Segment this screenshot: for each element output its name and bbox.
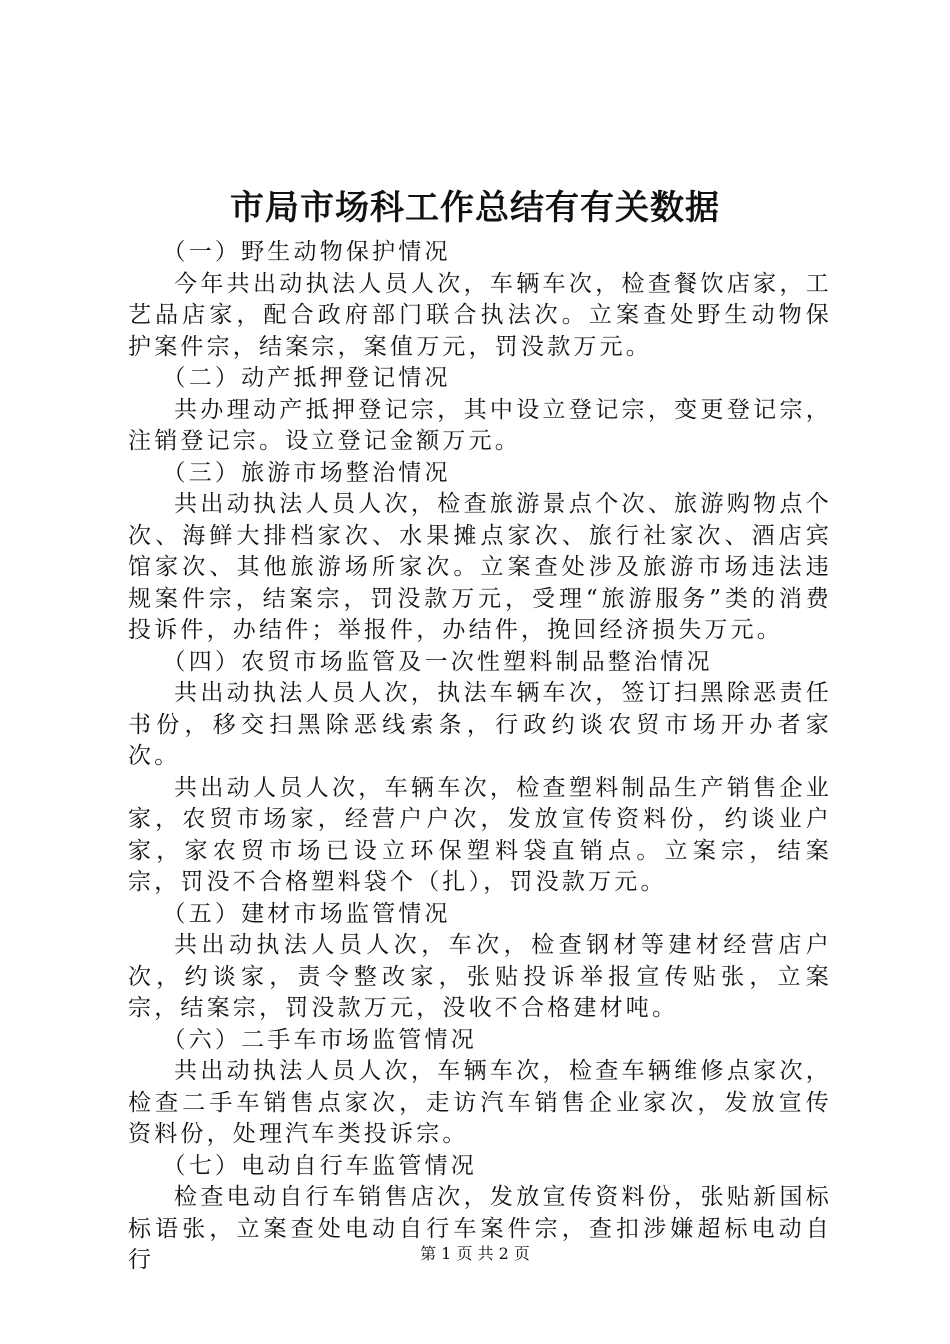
body-paragraph: 共出动人员人次，车辆车次，检查塑料制品生产销售企业家，农贸市场家，经营户户次，发放宣传资料份，约谈业户家，家农贸市场已设立环保塑料袋直销点。立案宗，结案宗，罚没不合格塑料袋个（扎），罚没款万元。 [128, 774, 832, 895]
section-heading: （四）农贸市场监管及一次性塑料制品整治情况 [162, 648, 713, 675]
page-footer [0, 1243, 950, 1265]
section-heading: （五）建材市场监管情况 [162, 900, 451, 927]
section-heading: （一）野生动物保护情况 [162, 239, 451, 265]
section-heading: （六）二手车市场监管情况 [162, 1026, 477, 1053]
body-paragraph: 共出动执法人员人次，车辆车次，检查车辆维修点家次，检查二手车销售点家次，走访汽车销售企业家次，发放宣传资料份，处理汽车类投诉宗。 [128, 1058, 832, 1147]
body-paragraph: 共出动执法人员人次，检查旅游景点个次、旅游购物点个次、海鲜大排档家次、水果摊点家次、旅行社家次、酒店宾馆家次、其他旅游场所家次。立案查处涉及旅游市场违法违规案件宗，结案宗，罚没款万元，受理“旅游服务”类的消费投诉件，办结件；举报件，办结件，挽回经济损失万元。 [128, 491, 832, 643]
body-paragraph: 今年共出动执法人员人次，车辆车次，检查餐饮店家，工艺品店家，配合政府部门联合执法次。立案查处野生动物保护案件宗，结案宗，案值万元，罚没款万元。 [128, 270, 832, 360]
body-paragraph: 共办理动产抵押登记宗，其中设立登记宗，变更登记宗，注销登记宗。设立登记金额万元。 [128, 396, 832, 454]
body-paragraph: 共出动执法人员人次，执法车辆车次，签订扫黑除恶责任书份，移交扫黑除恶线索条，行政约谈农贸市场开办者家次。 [128, 680, 832, 769]
section-heading: （七）电动自行车监管情况 [162, 1152, 477, 1179]
page-number: 第 1 页 共 2 页 [420, 1244, 530, 1263]
section-heading: （三）旅游市场整治情况 [162, 459, 451, 486]
body-paragraph: 检查电动自行车销售店次，发放宣传资料份，张贴新国标标语张，立案查处电动自行车案件宗，查扣涉嫌超标电动自行 [128, 1184, 832, 1273]
page-title: 市局市场科工作总结有有关数据 [230, 188, 720, 228]
body-paragraph: 共出动执法人员人次，车次，检查钢材等建材经营店户次，约谈家，责令整改家，张贴投诉举报宣传贴张，立案宗，结案宗，罚没款万元，没收不合格建材吨。 [128, 932, 832, 1021]
document-body [128, 237, 832, 1277]
section-heading: （二）动产抵押登记情况 [162, 365, 451, 391]
